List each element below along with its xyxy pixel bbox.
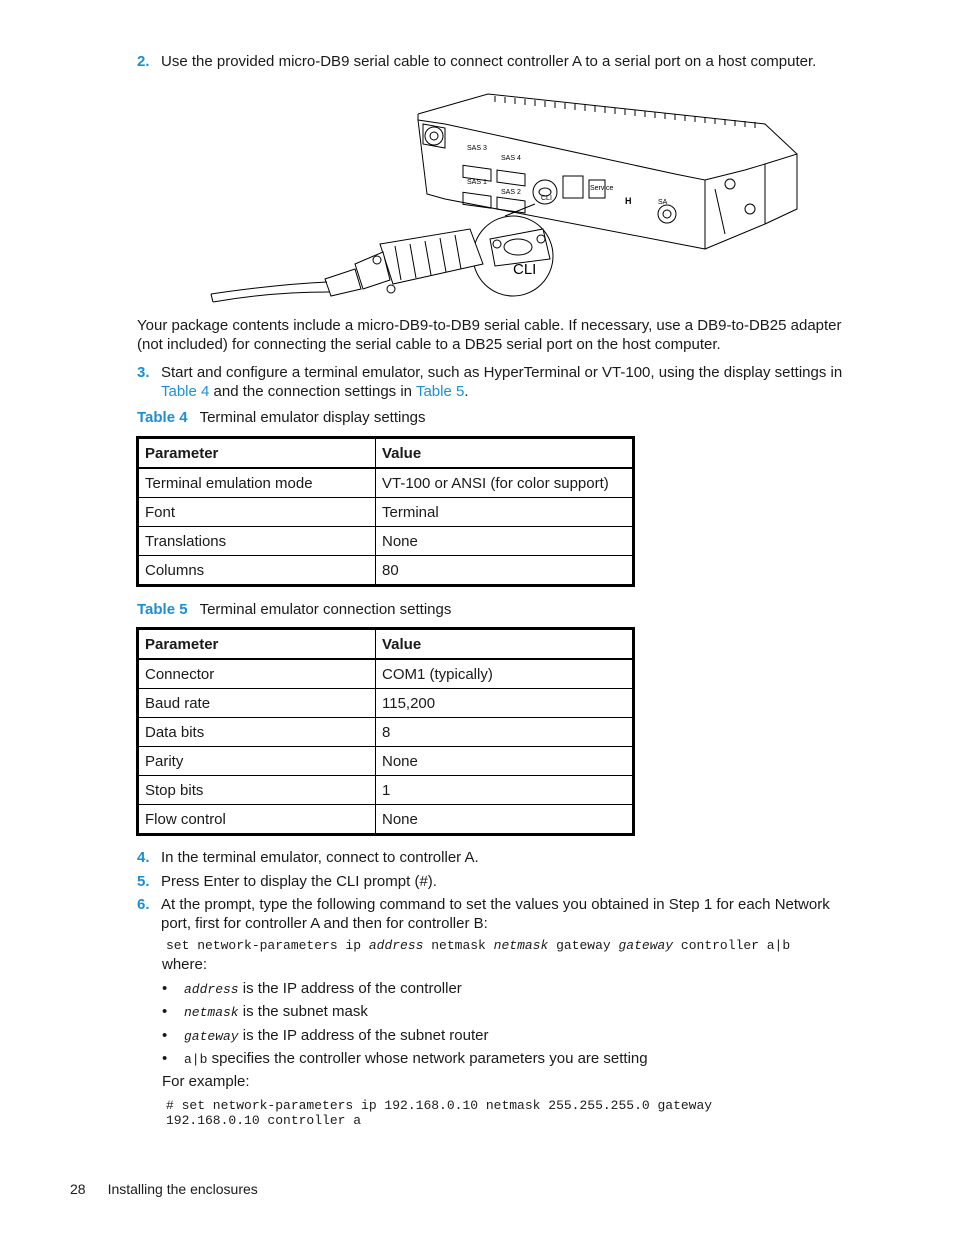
cell-parameter: Columns <box>138 556 376 586</box>
sas2-label: SAS 2 <box>501 189 521 196</box>
sas3-label: SAS 3 <box>467 145 487 152</box>
table4-title: Terminal emulator display settings <box>199 409 426 426</box>
bullet-code: address <box>184 982 239 997</box>
header-parameter: Parameter <box>138 438 376 469</box>
where-label: where: <box>162 956 208 973</box>
table-row <box>138 689 634 718</box>
step-text <box>161 363 847 401</box>
step-4 <box>137 848 847 867</box>
table5-caption <box>137 600 451 619</box>
step-text: In the terminal emulator, connect to controller A. <box>161 849 479 866</box>
table4-label: Table 4 <box>137 409 188 426</box>
page-number: 28 <box>70 1181 86 1197</box>
cell-value: 1 <box>376 776 634 805</box>
bullet: • <box>162 1050 168 1067</box>
cell-parameter: Font <box>138 498 376 527</box>
sa-label: SA <box>658 199 668 206</box>
cell-parameter: Translations <box>138 527 376 556</box>
cell-value: 115,200 <box>376 689 634 718</box>
step-number: 6. <box>137 896 150 913</box>
table5 <box>136 627 635 836</box>
table-row <box>138 747 634 776</box>
cell-parameter: Stop bits <box>138 776 376 805</box>
bullet-text: is the IP address of the controller <box>238 980 462 997</box>
cell-value: COM1 (typically) <box>376 659 634 689</box>
page-footer <box>70 1181 258 1197</box>
sas4-label: SAS 4 <box>501 155 521 162</box>
table5-title: Terminal emulator connection settings <box>199 601 452 618</box>
cell-parameter: Baud rate <box>138 689 376 718</box>
table5-link[interactable]: Table 5 <box>415 383 465 400</box>
step-number: 4. <box>137 849 150 866</box>
controller-cable-figure <box>205 84 805 309</box>
table-row <box>138 527 634 556</box>
table-header-row <box>138 438 634 469</box>
header-value: Value <box>376 438 634 469</box>
header-value: Value <box>376 629 634 660</box>
step-3 <box>137 363 847 401</box>
bullet-text: is the subnet mask <box>238 1003 368 1020</box>
h-label: H <box>625 196 632 206</box>
list-item <box>162 1026 488 1046</box>
step-number: 3. <box>137 364 150 381</box>
step-text: Press Enter to display the CLI prompt (#). <box>161 873 437 890</box>
table-row <box>138 805 634 835</box>
table4-caption <box>137 408 426 427</box>
bullet: • <box>162 980 168 997</box>
package-contents-text: Your package contents include a micro-DB9-to-DB9 serial cable. If necessary, use a DB9-to-DB25 adapter (not included) for connecting the serial cable to a DB25 serial port on the host computer. <box>137 317 842 353</box>
step-6 <box>137 895 847 933</box>
command-part: netmask <box>423 938 494 953</box>
example-line-2: 192.168.0.10 controller a <box>166 1113 362 1128</box>
cell-value: 8 <box>376 718 634 747</box>
cell-value: VT-100 or ANSI (for color support) <box>376 468 634 498</box>
cell-value: Terminal <box>376 498 634 527</box>
bullet-code: a|b <box>184 1052 208 1067</box>
bullet: • <box>162 1003 168 1020</box>
cli-callout-label: CLI <box>513 261 537 278</box>
table-row <box>138 776 634 805</box>
step-5 <box>137 872 847 891</box>
step3-text-mid: and the connection settings in <box>213 383 413 400</box>
step-text: Use the provided micro-DB9 serial cable to connect controller A to a serial port on a host computer. <box>161 53 817 70</box>
table-row <box>138 718 634 747</box>
step3-text-post: . <box>464 383 469 400</box>
step-number: 2. <box>137 53 150 70</box>
step-2 <box>137 52 847 71</box>
command-part: gateway <box>548 938 619 953</box>
bullet: • <box>162 1027 168 1044</box>
list-item <box>162 979 462 999</box>
cli-small-label: CLI <box>541 195 552 202</box>
table-row <box>138 468 634 498</box>
command-part: set network-parameters ip <box>166 938 369 953</box>
command-variable: gateway <box>618 938 674 953</box>
example-label: For example: <box>162 1073 250 1090</box>
bullet-code: netmask <box>184 1005 239 1020</box>
cell-value: None <box>376 527 634 556</box>
bullet-text: is the IP address of the subnet router <box>238 1027 489 1044</box>
table-header-row <box>138 629 634 660</box>
example-line-1: # set network-parameters ip 192.168.0.10 netmask 255.255.255.0 gateway <box>166 1098 713 1113</box>
command-variable: address <box>368 938 424 953</box>
header-parameter: Parameter <box>138 629 376 660</box>
step-number: 5. <box>137 873 150 890</box>
step-text: At the prompt, type the following command to set the values you obtained in Step 1 for each Network port, first for controller A and then for controller B: <box>161 896 830 932</box>
cell-parameter: Data bits <box>138 718 376 747</box>
command-syntax <box>166 938 790 953</box>
service-label: Service <box>590 185 614 192</box>
list-item <box>162 1002 368 1022</box>
cell-parameter: Parity <box>138 747 376 776</box>
sas1-label: SAS 1 <box>467 179 487 186</box>
chapter-title: Installing the enclosures <box>107 1181 258 1197</box>
table-row <box>138 498 634 527</box>
cell-parameter: Flow control <box>138 805 376 835</box>
table-row <box>138 659 634 689</box>
command-part: controller a|b <box>673 938 791 953</box>
step3-text-pre: Start and configure a terminal emulator, such as HyperTerminal or VT-100, using the display settings in <box>161 364 843 381</box>
bullet-code: gateway <box>184 1029 239 1044</box>
list-item <box>162 1049 648 1069</box>
cell-parameter: Terminal emulation mode <box>138 468 376 498</box>
cell-value: 80 <box>376 556 634 586</box>
table4 <box>136 436 635 587</box>
cell-parameter: Connector <box>138 659 376 689</box>
table4-link[interactable]: Table 4 <box>161 383 210 400</box>
command-variable: netmask <box>493 938 549 953</box>
table-row <box>138 556 634 586</box>
table5-label: Table 5 <box>137 601 188 618</box>
cell-value: None <box>376 747 634 776</box>
bullet-text: specifies the controller whose network parameters you are setting <box>207 1050 648 1067</box>
cell-value: None <box>376 805 634 835</box>
